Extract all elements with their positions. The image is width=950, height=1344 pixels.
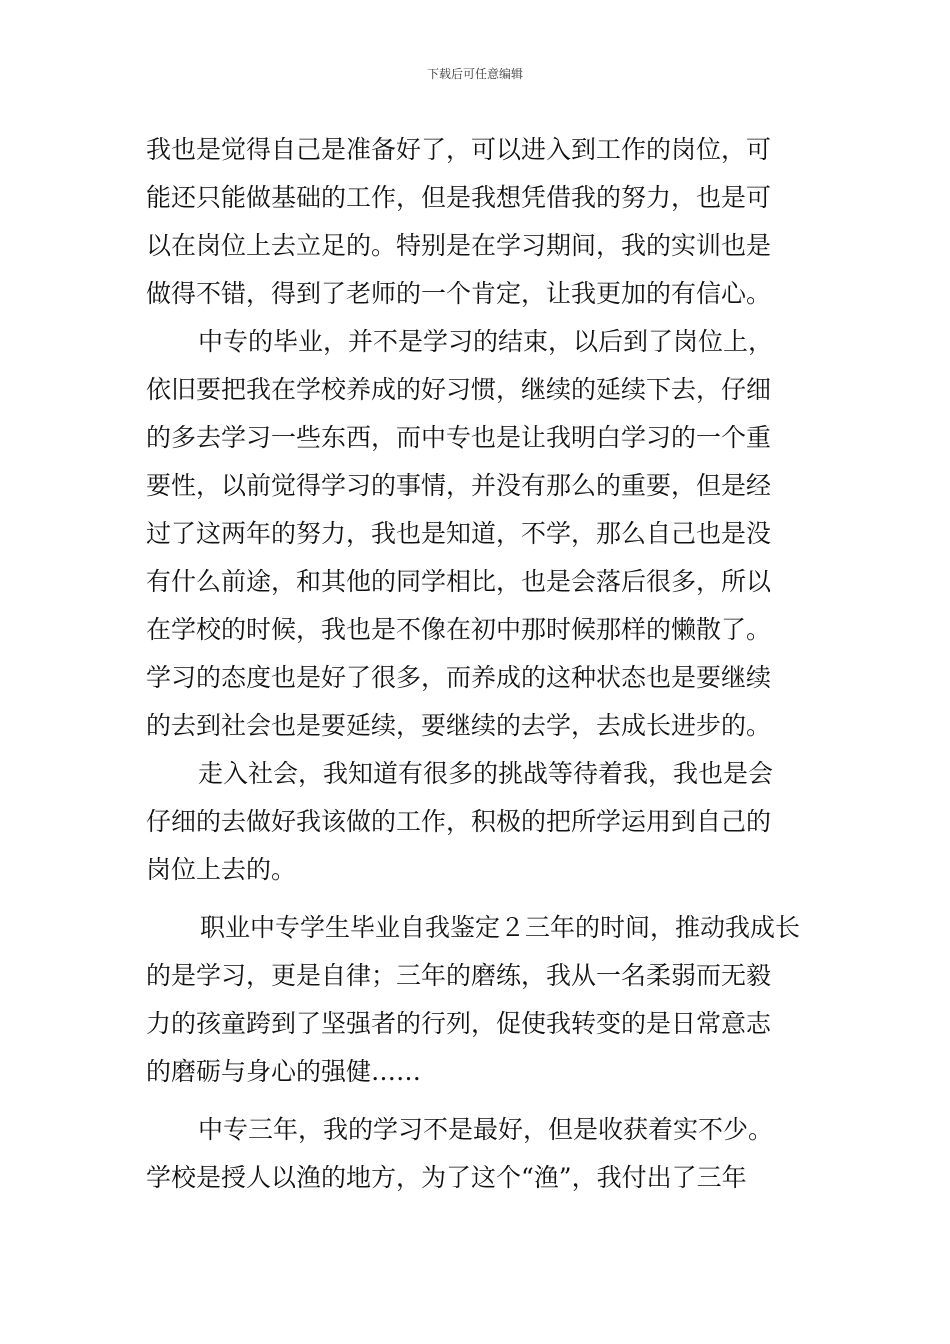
text-line: 学校是授人以渔的地方，为了这个“渔”，我付出了三年 [146, 1163, 747, 1192]
text-line: 要性，以前觉得学习的事情，并没有那么的重要，但是经 [146, 471, 772, 500]
text-line: 在学校的时候，我也是不像在初中那时候那样的懒散了。 [146, 615, 772, 644]
text-line: 能还只能做基础的工作，但是我想凭借我的努力，也是可 [146, 183, 772, 212]
text-line: 中专三年，我的学习不是最好，但是收获着实不少。 [198, 1115, 774, 1144]
text-line: 学习的态度也是好了很多，而养成的这种状态也是要继续 [146, 663, 772, 692]
document-body [146, 126, 810, 1202]
paragraph-3 [146, 750, 810, 894]
text-line: 过了这两年的努力，我也是知道，不学，那么自己也是没 [146, 519, 772, 548]
text-line: 做得不错，得到了老师的一个肯定，让我更加的有信心。 [146, 279, 772, 308]
text-line: 中专的毕业，并不是学习的结束，以后到了岗位上， [198, 327, 774, 356]
paragraph-1 [146, 126, 810, 318]
text-line: 的是学习，更是自律；三年的磨练，我从一名柔弱而无毅 [146, 961, 772, 990]
paragraph-5 [146, 1106, 810, 1202]
page-header-note: 下载后可任意编辑 [426, 67, 523, 81]
text-line: 岗位上去的。 [146, 855, 297, 884]
text-line: 有什么前途，和其他的同学相比，也是会落后很多，所以 [146, 567, 772, 596]
text-line: 的多去学习一些东西，而中专也是让我明白学习的一个重 [146, 423, 772, 452]
paragraph-2 [146, 318, 810, 750]
text-line: 依旧要把我在学校养成的好习惯，继续的延续下去，仔细 [146, 375, 772, 404]
text-line: 力的孩童跨到了坚强者的行列，促使我转变的是日常意志 [146, 1009, 772, 1038]
paragraph-spacer [146, 894, 810, 904]
text-line: 以在岗位上去立足的。特别是在学习期间，我的实训也是 [146, 231, 772, 260]
text-line: 职业中专学生毕业自我鉴定２三年的时间，推动我成长 [200, 913, 801, 942]
text-line: 我也是觉得自己是准备好了，可以进入到工作的岗位，可 [146, 135, 772, 164]
paragraph-4 [146, 904, 810, 1096]
paragraph-spacer [146, 1096, 810, 1106]
text-line: 的去到社会也是要延续，要继续的去学，去成长进步的。 [146, 711, 772, 740]
text-line: 的磨砺与身心的强健…… [146, 1057, 422, 1086]
text-line: 走入社会，我知道有很多的挑战等待着我，我也是会 [198, 759, 774, 788]
text-line: 仔细的去做好我该做的工作，积极的把所学运用到自己的 [146, 807, 772, 836]
